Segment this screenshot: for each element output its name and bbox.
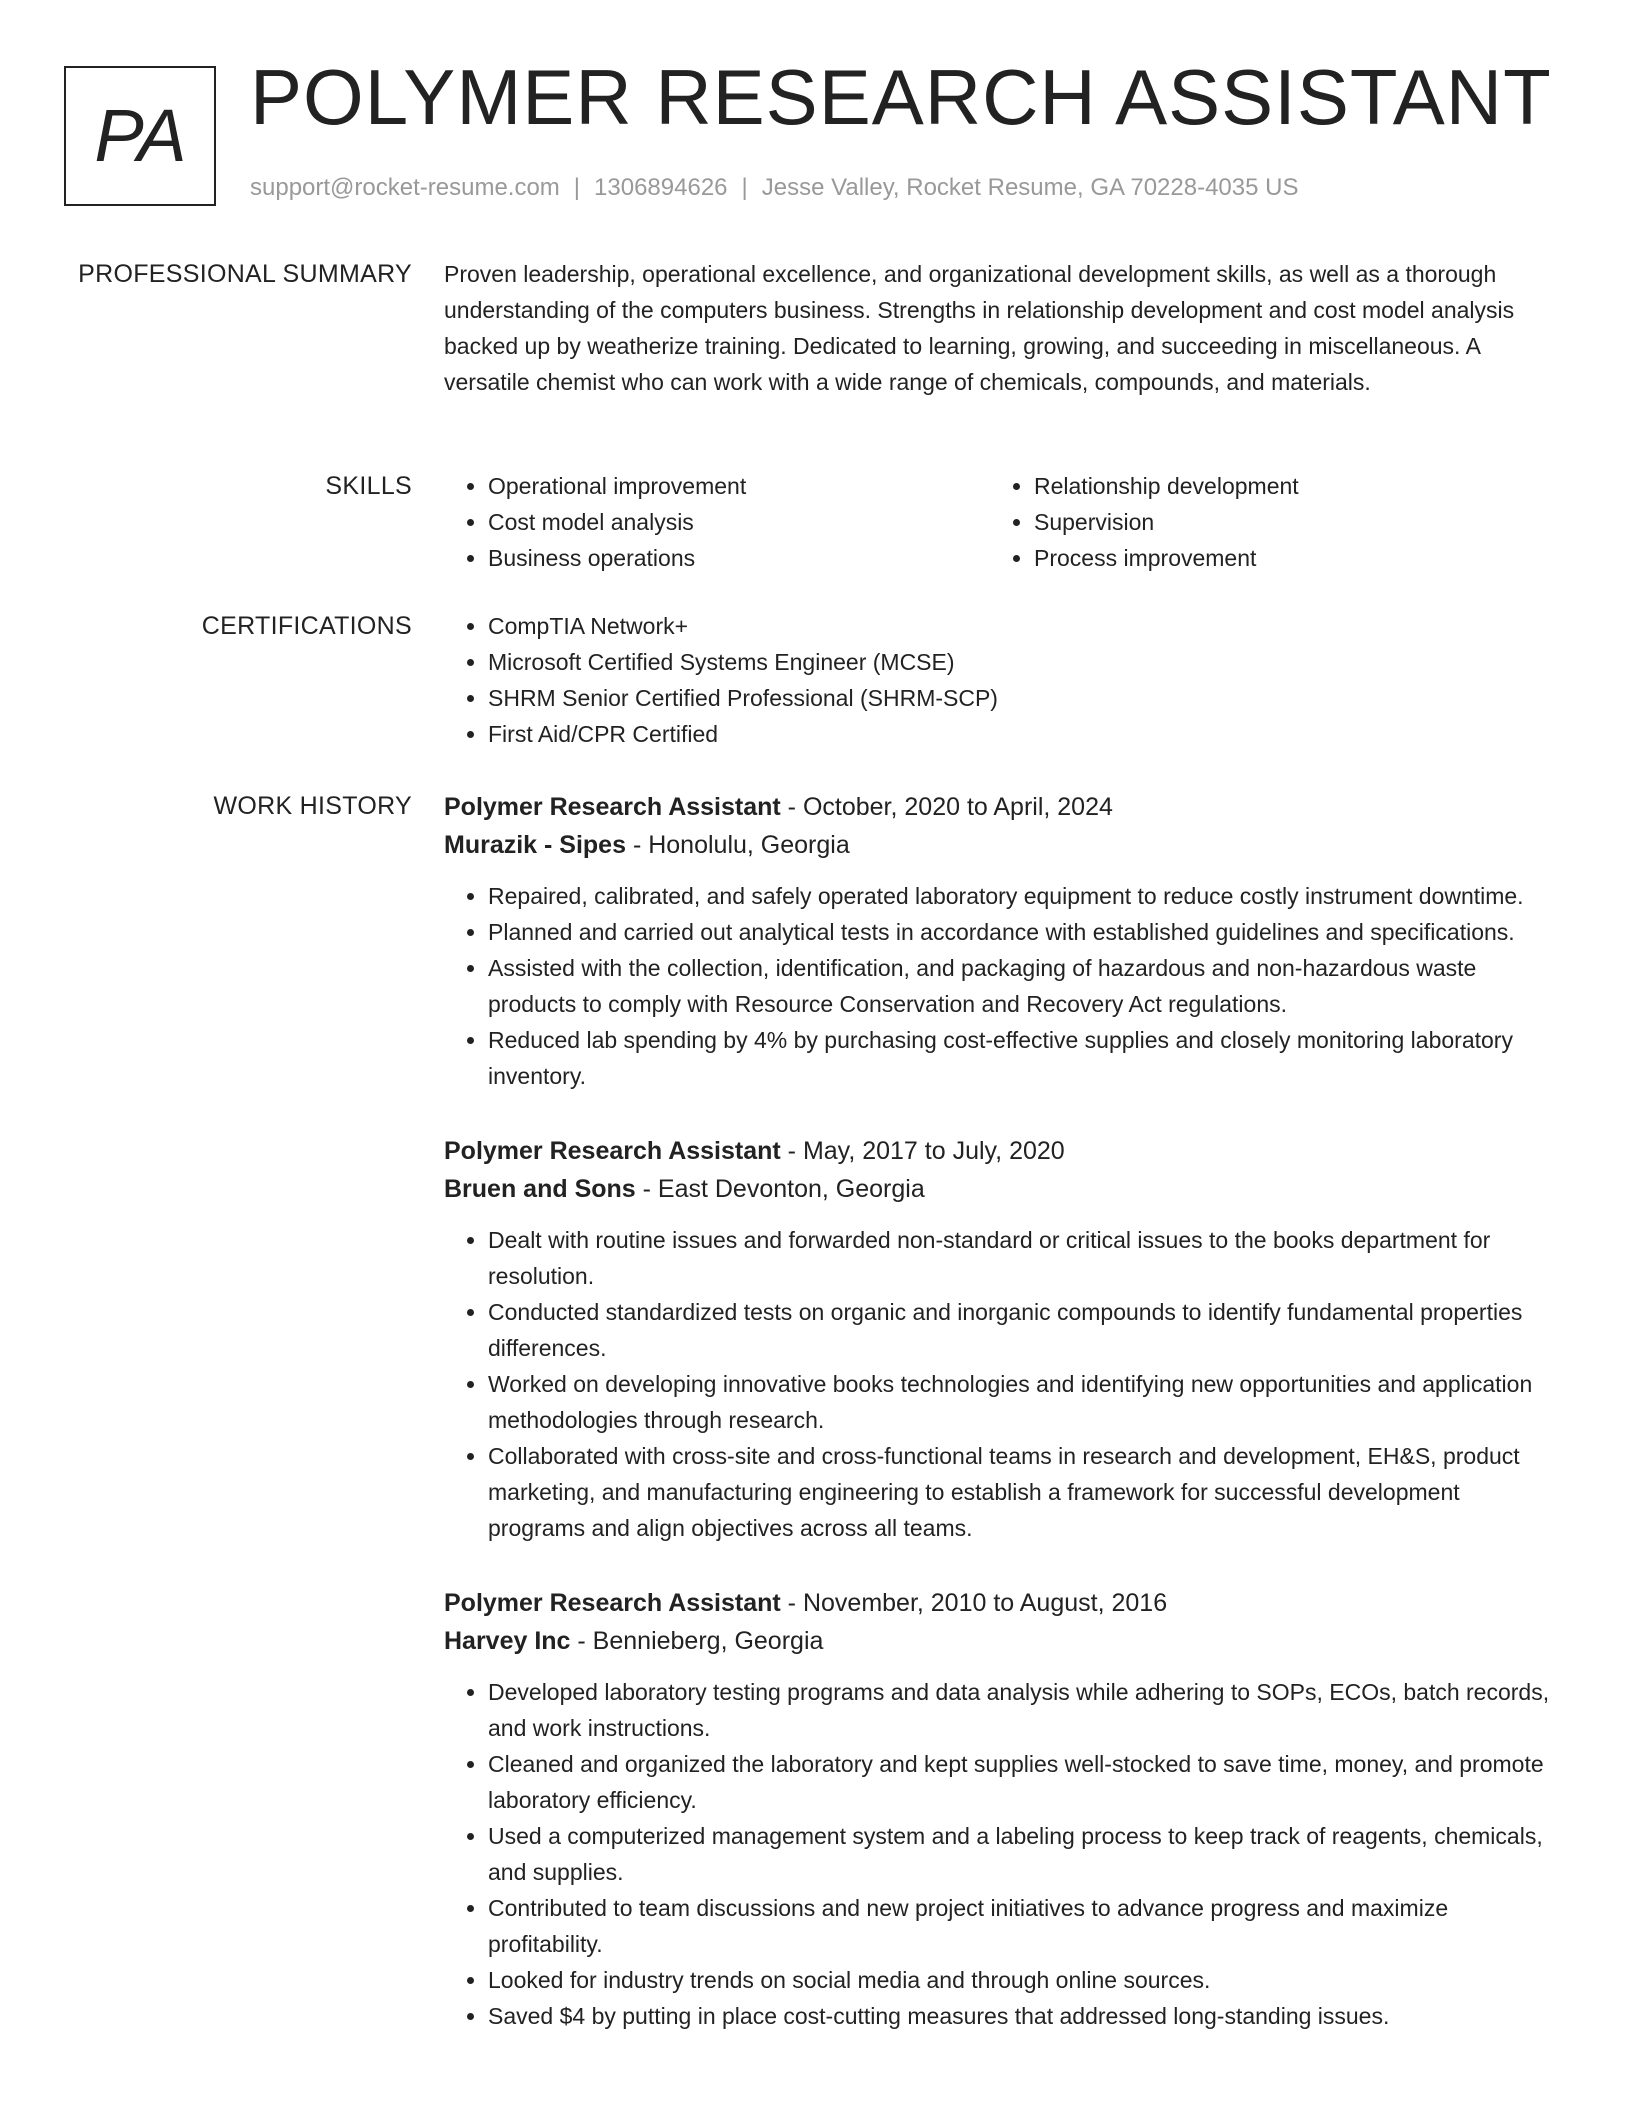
job-company: Murazik - Sipes <box>444 831 626 859</box>
skills-grid <box>444 468 1556 576</box>
job-title-line <box>444 1584 1556 1622</box>
job-bullet: • Dealt with routine issues and forwarded non-standard or critical issues to the books department for resolution. <box>488 1222 1556 1294</box>
work-history-body <box>444 788 1556 2072</box>
job-bullet: • Contributed to team discussions and new project initiatives to advance progress and maximize profitability. <box>488 1890 1556 1962</box>
job-company-line <box>444 1170 1556 1208</box>
job-bullet: • Reduced lab spending by 4% by purchasing cost-effective supplies and closely monitoring laboratory inventory. <box>488 1022 1556 1094</box>
contact-address: Jesse Valley, Rocket Resume, GA 70228-4035 US <box>761 174 1299 201</box>
job-title-line <box>444 788 1556 826</box>
job-bullet: • Saved $4 by putting in place cost-cutting measures that addressed long-standing issues. <box>488 1998 1556 2034</box>
work-history-heading: WORK HISTORY <box>213 792 412 820</box>
monogram-box <box>64 66 216 206</box>
certification-item: • Microsoft Certified Systems Engineer (MCSE) <box>488 644 1556 680</box>
monogram-initials: PA <box>94 94 186 177</box>
certification-item: • First Aid/CPR Certified <box>488 716 1556 752</box>
job-bullets <box>444 1674 1556 2034</box>
skills-list-left <box>444 468 990 576</box>
job-entry <box>444 788 1556 1094</box>
job-title: Polymer Research Assistant <box>444 1137 781 1165</box>
summary-heading: PROFESSIONAL SUMMARY <box>78 260 412 288</box>
job-company-line <box>444 1622 1556 1660</box>
job-company: Bruen and Sons <box>444 1175 636 1203</box>
job-location: - Honolulu, Georgia <box>626 831 850 859</box>
skills-heading: SKILLS <box>325 472 412 500</box>
job-bullets <box>444 878 1556 1094</box>
job-bullet: • Planned and carried out analytical tests in accordance with established guidelines and specifications. <box>488 914 1556 950</box>
job-company: Harvey Inc <box>444 1627 571 1655</box>
summary-body <box>444 256 1556 400</box>
job-bullet: • Used a computerized management system and a labeling process to keep track of reagents, chemicals, and supplies. <box>488 1818 1556 1890</box>
skill-item: • Operational improvement <box>488 468 990 504</box>
job-bullet: • Cleaned and organized the laboratory and kept supplies well-stocked to save time, money, and promote laboratory efficiency. <box>488 1746 1556 1818</box>
certifications-heading: CERTIFICATIONS <box>201 612 412 640</box>
skills-body <box>444 468 1556 576</box>
contact-phone: 1306894626 <box>594 174 728 201</box>
job-entry <box>444 1132 1556 1546</box>
job-bullet: • Looked for industry trends on social media and through online sources. <box>488 1962 1556 1998</box>
contact-email: support@rocket-resume.com <box>250 174 560 201</box>
job-dates: - May, 2017 to July, 2020 <box>780 1137 1065 1165</box>
job-bullet: • Collaborated with cross-site and cross-functional teams in research and development, EH&S, product marketing, and manufacturing engineering to establish a framework for successful development programs and align objectives across all teams. <box>488 1438 1556 1546</box>
skill-item: • Process improvement <box>1034 540 1536 576</box>
summary-text: Proven leadership, operational excellence, and organizational development skills, as well as a thorough understanding of the computers business. Strengths in relationship development and cost model analysis backed up by weatherize training. Dedicated to learning, growing, and succeeding in miscellaneous. A versatile chemist who can work with a wide range of chemicals, compounds, and materials. <box>444 261 1515 395</box>
certification-item: • SHRM Senior Certified Professional (SHRM-SCP) <box>488 680 1556 716</box>
job-dates: - October, 2020 to April, 2024 <box>780 793 1113 821</box>
job-title-line <box>444 1132 1556 1170</box>
contact-line <box>250 176 1298 200</box>
job-bullet: • Worked on developing innovative books technologies and identifying new opportunities and application methodologies through research. <box>488 1366 1556 1438</box>
contact-separator: | <box>741 174 748 201</box>
job-bullet: • Repaired, calibrated, and safely operated laboratory equipment to reduce costly instrument downtime. <box>488 878 1556 914</box>
skill-item: • Cost model analysis <box>488 504 990 540</box>
job-entry <box>444 1584 1556 2034</box>
certifications-body <box>444 608 1556 752</box>
job-bullet: • Assisted with the collection, identification, and packaging of hazardous and non-hazardous waste products to comply with Resource Conservation and Recovery Act regulations. <box>488 950 1556 1022</box>
job-bullet: • Conducted standardized tests on organic and inorganic compounds to identify fundamental properties differences. <box>488 1294 1556 1366</box>
job-location: - East Devonton, Georgia <box>635 1175 925 1203</box>
job-bullets <box>444 1222 1556 1546</box>
candidate-name: POLYMER RESEARCH ASSISTANT <box>250 53 1552 141</box>
skill-item: • Relationship development <box>1034 468 1536 504</box>
skill-item: • Supervision <box>1034 504 1536 540</box>
contact-separator: | <box>573 174 581 201</box>
job-title: Polymer Research Assistant <box>444 1589 781 1617</box>
job-bullet: • Developed laboratory testing programs and data analysis while adhering to SOPs, ECOs, batch records, and work instructions. <box>488 1674 1556 1746</box>
certifications-list <box>444 608 1556 752</box>
job-dates: - November, 2010 to August, 2016 <box>780 1589 1168 1617</box>
certification-item: • CompTIA Network+ <box>488 608 1556 644</box>
job-location: - Bennieberg, Georgia <box>570 1627 824 1655</box>
skills-list-right <box>990 468 1536 576</box>
job-title: Polymer Research Assistant <box>444 793 781 821</box>
skill-item: • Business operations <box>488 540 990 576</box>
job-company-line <box>444 826 1556 864</box>
